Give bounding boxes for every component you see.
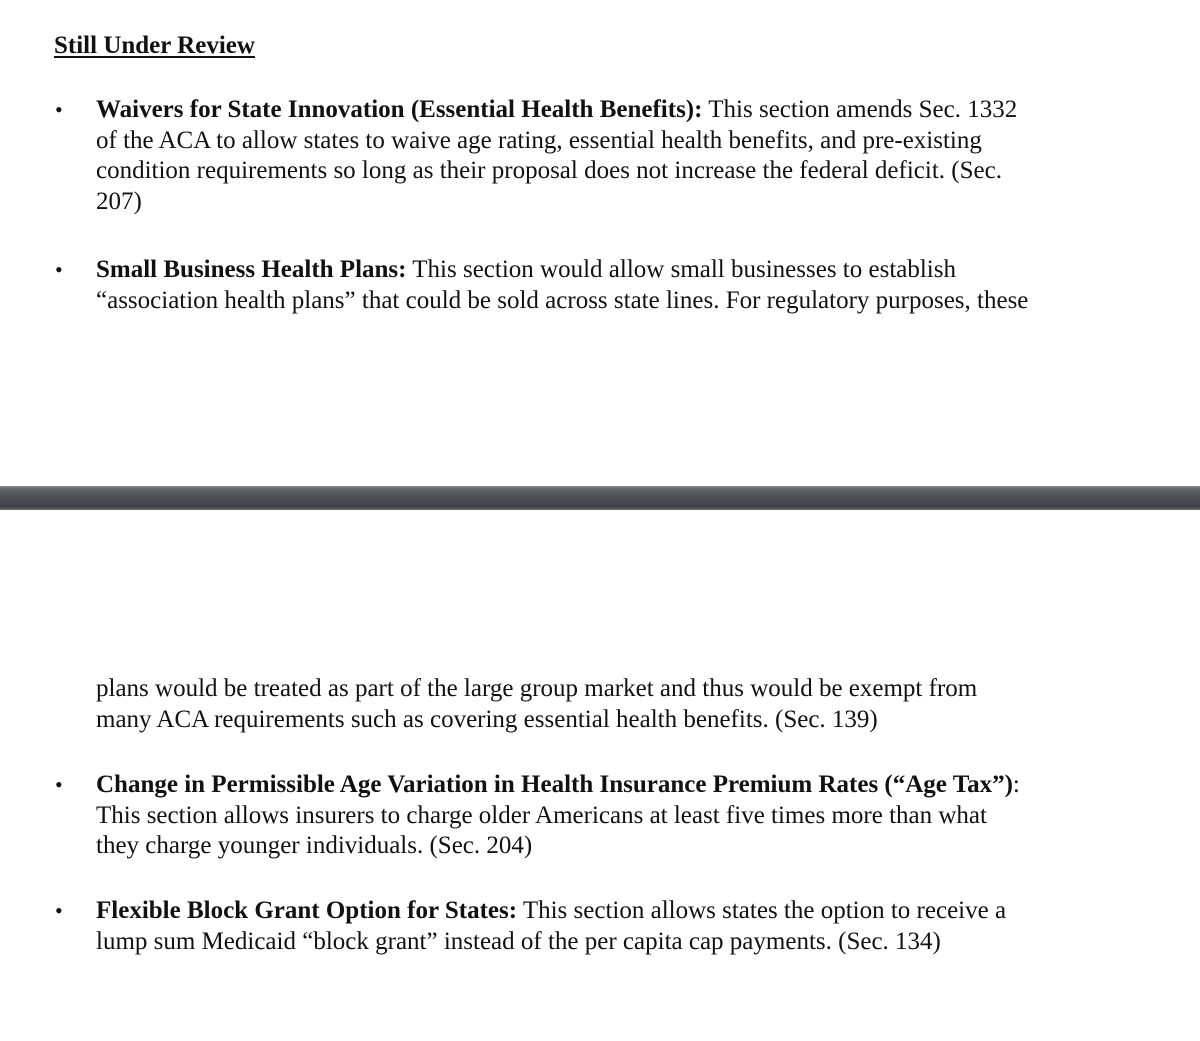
bullet-line: many ACA requirements such as covering essential health benefits. (Sec. 139) [96, 705, 878, 733]
bullet-line [96, 95, 1136, 126]
bullet-line: they charge younger individuals. (Sec. 204) [96, 832, 533, 859]
bullet-item-waivers [55, 95, 1136, 217]
bullet-line [96, 255, 1136, 286]
bullet-dot-icon: • [55, 257, 63, 282]
bullet-text: : [1012, 771, 1020, 798]
bullet-item-small-business [55, 255, 1136, 316]
section-heading: Still Under Review [54, 32, 255, 59]
bullet-item-block-grant [55, 896, 1136, 957]
bullet-line: of the ACA to allow states to waive age rating, essential health benefits, and pre-existing [96, 126, 982, 154]
page-break-divider [0, 486, 1200, 510]
bullet-lead: Waivers for State Innovation (Essential Health Benefits): [96, 96, 703, 123]
bullet-lead: Flexible Block Grant Option for States: [96, 897, 518, 924]
document-page-top [0, 0, 1200, 486]
bullet-dot-icon: • [55, 97, 63, 122]
bullet-item-age-tax [55, 770, 1136, 862]
bullet-line: plans would be treated as part of the large group market and thus would be exempt from [96, 675, 978, 702]
bullet-line: This section allows insurers to charge older Americans at least five times more than what [96, 801, 987, 829]
bullet-lead: Change in Permissible Age Variation in Health Insurance Premium Rates (“Age Tax”) [96, 771, 1013, 798]
bullet-line [96, 896, 1136, 927]
bullet-lead: Small Business Health Plans: [96, 256, 407, 283]
bullet-line: lump sum Medicaid “block grant” instead of the per capita cap payments. (Sec. 134) [96, 927, 941, 955]
bullet-line: 207) [96, 187, 142, 215]
bullet-text: This section allows states the option to receive a [517, 897, 1007, 924]
bullet-line: “association health plans” that could be sold across state lines. For regulatory purposes, these [96, 286, 1029, 314]
bullet-dot-icon: • [55, 772, 63, 797]
bullet-dot-icon: • [55, 898, 63, 923]
bullet-line: condition requirements so long as their proposal does not increase the federal deficit. (Sec. [96, 157, 1002, 184]
bullet-item-small-business-continued [96, 674, 1136, 735]
bullet-line [96, 770, 1136, 801]
bullet-text: This section would allow small businesses to establish [406, 256, 956, 283]
bullet-text: This section amends Sec. 1332 [702, 96, 1018, 123]
